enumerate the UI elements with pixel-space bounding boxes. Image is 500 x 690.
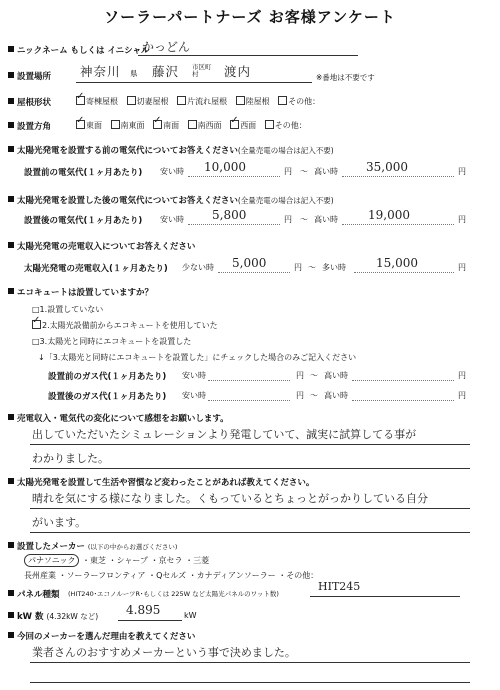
checkbox[interactable] [177, 96, 186, 105]
after-row-label: 設置後の電気代(１ヶ月あたり) [24, 216, 143, 226]
location-underline [76, 82, 312, 83]
checkbox[interactable] [32, 315, 41, 329]
sales-high-yen: 円 [458, 263, 466, 272]
panel-label: パネル種類 [8, 588, 60, 600]
check-mark-icon: ✓ [153, 115, 162, 126]
sales-high-line [354, 272, 454, 273]
panel-underline [310, 596, 460, 597]
before-high-label: 高い時 [314, 167, 338, 176]
after-low-yen: 円 [284, 215, 292, 224]
check-mark-icon: ✓ [230, 115, 239, 126]
impression-rule-1 [30, 444, 470, 445]
bullet-square [8, 414, 14, 420]
impression-line-2[interactable]: わかりました。 [32, 452, 109, 465]
gas-after-sep: 〜 [310, 391, 318, 400]
bullet-square [8, 632, 14, 638]
bullet-square [8, 196, 14, 202]
maker-option-solar-frontier[interactable]: ソーラーフロンティア [66, 571, 146, 580]
gas-before-high-yen: 円 [458, 371, 466, 380]
checkbox[interactable] [127, 96, 136, 105]
direction-option-south[interactable]: ✓ 南面 [153, 115, 180, 130]
after-low-line [188, 224, 280, 225]
before-sep: 〜 [300, 167, 308, 176]
kw-value[interactable]: 4.895 [126, 603, 161, 617]
before-low-value[interactable]: 10,000 [204, 160, 246, 174]
checkbox[interactable] [236, 96, 245, 105]
panel-value[interactable]: HIT245 [318, 580, 361, 593]
after-sep: 〜 [300, 215, 308, 224]
roof-shape-options [76, 91, 326, 107]
after-heading: 太陽光発電を設置した後の電気代についてお答えください(全量売電の場合は記入不要) [8, 194, 334, 206]
bullet-square [8, 612, 14, 618]
direction-option-southeast[interactable]: 南東面 [111, 121, 145, 130]
sales-row-label: 太陽光発電の売電収入(１ヶ月あたり) [24, 264, 168, 274]
before-row-label: 設置前の電気代(１ヶ月あたり) [24, 168, 143, 178]
ecocute-option-3[interactable]: □3.太陽光と同時にエコキュートを設置した [32, 337, 192, 346]
bullet-square [8, 478, 14, 484]
ecocute-option-2[interactable]: ✓ 2.太陽光設備前からエコキュートを使用していた [32, 315, 218, 330]
checkbox[interactable] [188, 120, 197, 129]
lifestyle-rule-1 [30, 508, 470, 509]
maker-option-toshiba[interactable]: 東芝 [90, 556, 106, 565]
kw-underline [118, 620, 182, 621]
bullet-square [8, 288, 14, 294]
gas-after-low-yen: 円 [296, 391, 304, 400]
after-high-yen: 円 [458, 215, 466, 224]
check-mark-icon: ✓ [32, 315, 41, 326]
maker-heading: 設置したメーカー (以下の中からお選びください) [8, 540, 177, 552]
direction-option-other[interactable]: その他： [265, 121, 307, 130]
maker-row-2: 長州産業 ・ソーラーフロンティア ・Qセルズ ・カナディアンソーラー ・その他： [24, 571, 319, 580]
lifestyle-line-1[interactable]: 晴れを気にする様になりました。くもっているとちょっとがっかりしている自分 [32, 492, 428, 505]
bullet-square [8, 242, 14, 248]
checkbox[interactable] [230, 115, 239, 129]
gas-before-high-line [352, 380, 454, 381]
sales-sep: 〜 [308, 263, 316, 272]
reason-heading: 今回のメーカーを選んだ理由を教えてください [8, 630, 195, 642]
roof-option-yosemune[interactable]: ✓ 寄棟屋根 [76, 91, 118, 106]
ecocute-heading: エコキュートは設置していますか？ [8, 286, 153, 298]
checkbox[interactable] [76, 115, 85, 129]
gas-before-sep: 〜 [310, 371, 318, 380]
gas-before-low-line [208, 380, 290, 381]
sales-high-label: 多い時 [322, 263, 346, 272]
checkbox[interactable] [265, 120, 274, 129]
reason-rule-2 [30, 682, 470, 683]
direction-option-southwest[interactable]: 南西面 [188, 121, 222, 130]
location-pref[interactable]: 神奈川 [80, 64, 121, 79]
lifestyle-rule-2 [30, 532, 470, 533]
ecocute-note: ↓「3.太陽光と同時にエコキュートを設置した」にチェックした場合のみご記入ください [38, 353, 357, 362]
bullet-square [8, 590, 14, 596]
checkbox[interactable] [153, 115, 162, 129]
before-high-value[interactable]: 35,000 [366, 160, 408, 174]
location-note: ※番地は不要です [316, 73, 375, 82]
ecocute-option-1[interactable]: □1.設置していない [32, 305, 104, 314]
maker-row-1: パナソニック ・東芝 ・シャープ ・京セラ ・三菱 [24, 554, 209, 567]
gas-before-label: 設置前のガス代(１ヶ月あたり) [48, 372, 167, 382]
direction-label: 設置方角 [8, 120, 51, 132]
sales-heading: 太陽光発電の売電収入についてお答えください [8, 240, 195, 252]
maker-option-mitsubishi[interactable]: 三菱 [193, 556, 210, 565]
bullet-square [8, 72, 14, 78]
maker-option-canadian-solar[interactable]: カナディアンソーラー [196, 571, 276, 580]
direction-option-west[interactable]: ✓ 西面 [230, 115, 257, 130]
lifestyle-line-2[interactable]: がいます。 [32, 516, 87, 529]
checkbox[interactable] [76, 91, 85, 105]
location-city[interactable]: 藤沢 [152, 64, 180, 79]
before-high-yen: 円 [458, 167, 466, 176]
after-high-label: 高い時 [314, 215, 338, 224]
gas-after-high-line [352, 400, 454, 401]
bullet-square [8, 542, 14, 548]
nickname-label: ニックネーム もしくは イニシャル [8, 44, 150, 56]
maker-option-qcells[interactable]: Qセルズ [156, 571, 187, 580]
sales-low-yen: 円 [294, 263, 302, 272]
after-low-label: 安い時 [160, 215, 184, 224]
location-town[interactable]: 渡内 [224, 64, 252, 79]
after-low-value[interactable]: 5,800 [212, 208, 247, 222]
lifestyle-heading: 太陽光発電を設置して生活や習慣など変わったことがあれば教えてください。 [8, 476, 314, 488]
kw-unit: kW [184, 611, 197, 620]
check-mark-icon: ✓ [76, 91, 85, 102]
impression-line-1[interactable]: 出していただいたシミュレーションより発電していて、誠実に試算してる事が [32, 428, 417, 441]
after-high-value[interactable]: 19,000 [368, 208, 410, 222]
gas-before-low-label: 安い時 [182, 371, 206, 380]
bullet-square [8, 46, 14, 52]
checkbox[interactable] [278, 96, 287, 105]
sales-high-value[interactable]: 15,000 [376, 256, 418, 270]
gas-before-low-yen: 円 [296, 371, 304, 380]
gas-after-high-yen: 円 [458, 391, 466, 400]
roof-shape-label: 屋根形状 [8, 96, 51, 108]
location-pref-unit: 県 [130, 69, 138, 78]
bullet-square [8, 122, 14, 128]
maker-option-sharp[interactable]: シャープ [116, 556, 148, 565]
reason-rule-1 [30, 662, 470, 663]
sales-low-line [218, 272, 290, 273]
gas-after-low-line [208, 400, 290, 401]
kw-label: kW 数 (4.32kW など) [8, 610, 98, 622]
before-high-line [342, 176, 454, 177]
reason-value[interactable]: 業者さんのおすすめメーカーという事で決めました。 [32, 646, 296, 659]
roof-option-rikuyane[interactable]: 陸屋根 [236, 97, 270, 106]
nickname-value[interactable]: かっどん [142, 40, 191, 54]
before-heading: 太陽光発電を設置する前の電気代についてお答えください(全量売電の場合は記入不要) [8, 144, 334, 156]
maker-option-kyocera[interactable]: 京セラ [158, 556, 183, 565]
before-low-yen: 円 [284, 167, 292, 176]
nickname-underline [138, 55, 358, 56]
before-low-label: 安い時 [160, 167, 184, 176]
impression-heading: 売電収入・電気代の変化について感想をお願いします。 [8, 412, 229, 424]
maker-option-panasonic[interactable]: パナソニック [24, 554, 79, 567]
gas-before-high-label: 高い時 [324, 371, 348, 380]
after-high-line [342, 224, 454, 225]
location-label: 設置場所 [8, 70, 51, 82]
bullet-square [8, 146, 14, 152]
roof-option-kirizuma[interactable]: 切妻屋根 [127, 97, 169, 106]
gas-after-label: 設置後のガス代(１ヶ月あたり) [48, 392, 167, 402]
sales-low-label: 少ない時 [182, 263, 214, 272]
location-city-unit: 市区町村 [192, 63, 212, 78]
gas-after-low-label: 安い時 [182, 391, 206, 400]
page-title: ソーラーパートナーズ お客様アンケート [104, 8, 396, 26]
check-mark-icon: ✓ [76, 115, 85, 126]
maker-option-choshu[interactable]: 長州産業 [24, 571, 56, 580]
before-low-line [188, 176, 280, 177]
bullet-square [8, 98, 14, 104]
roof-option-other[interactable]: その他： [278, 97, 320, 106]
gas-after-high-label: 高い時 [324, 391, 348, 400]
roof-option-katanagare[interactable]: 片流れ屋根 [177, 97, 227, 106]
sales-low-value[interactable]: 5,000 [232, 256, 267, 270]
maker-option-other[interactable]: その他： [286, 571, 319, 580]
direction-option-east[interactable]: ✓ 東面 [76, 115, 102, 130]
checkbox[interactable] [111, 120, 120, 129]
direction-options [76, 115, 313, 131]
impression-rule-2 [30, 468, 470, 469]
panel-note: (HIT240･エコノルーツR･もしくは 225W など太陽光パネルのワット数) [68, 590, 279, 598]
